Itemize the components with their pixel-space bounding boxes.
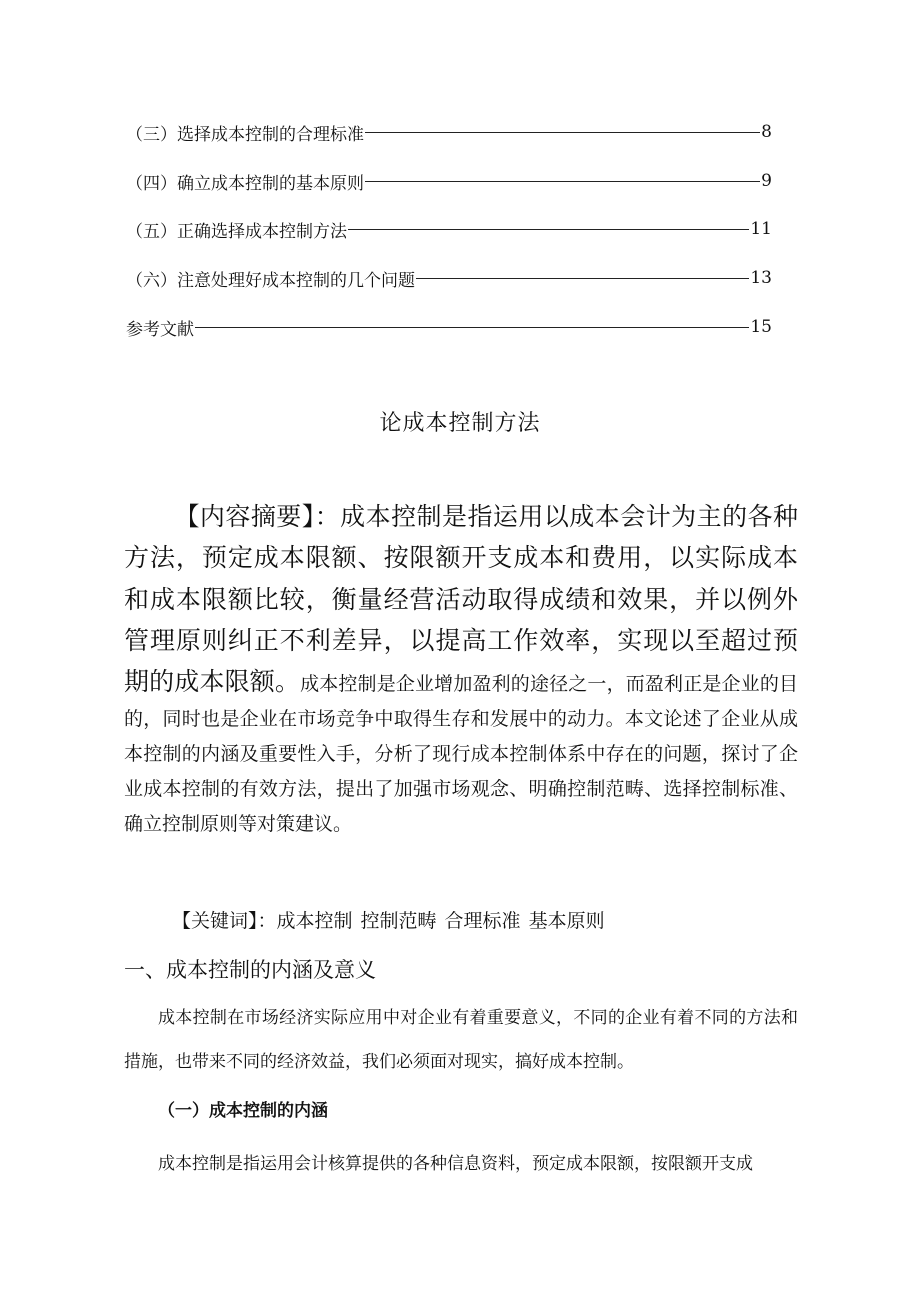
toc-entry[interactable]: [126, 167, 772, 195]
toc-leader-line: [416, 278, 749, 279]
toc-page-number: 8: [761, 122, 772, 142]
subsection-heading: （一）成本控制的内涵: [158, 1101, 328, 1121]
toc-entry-label: 参考文献: [126, 319, 194, 340]
toc-entry-label: （四）确立成本控制的基本原则: [126, 173, 364, 194]
toc-page-number: 15: [750, 317, 772, 337]
section-heading: 一、成本控制的内涵及意义: [124, 958, 376, 982]
keyword: 控制范畴: [360, 910, 437, 932]
toc-leader-line: [365, 181, 760, 182]
abstract-rest-text: 成本控制是企业增加盈利的途径之一，而盈利正是企业的目的，同时也是企业在市场竞争中取得生存和发展中的动力。本文论述了企业从成本控制的内涵及重要性入手，分析了现行成本控制体系中存在的问题，探讨了企业成本控制的有效方法，提出了加强市场观念、明确控制范畴、选择控制标准、确立控制原则等对策建议。: [124, 673, 798, 836]
document-title: 论成本控制方法: [379, 411, 541, 436]
body-paragraph: 成本控制是指运用会计核算提供的各种信息资料，预定成本限额，按限额开支成: [158, 1154, 753, 1174]
toc-leader-line: [195, 327, 749, 328]
toc-page-number: 11: [750, 219, 772, 239]
toc-leader-line: [348, 229, 749, 230]
toc-entry-label: （五）正确选择成本控制方法: [126, 221, 347, 242]
keyword: 成本控制: [276, 910, 353, 932]
keywords-label: 【关键词】：: [172, 910, 277, 932]
abstract-paragraph: [124, 496, 798, 842]
body-paragraph: 成本控制在市场经济实际应用中对企业有着重要意义，不同的企业有着不同的方法和措施，也带来不同的经济效益，我们必须面对现实，搞好成本控制。: [124, 1008, 798, 1072]
keyword: 基本原则: [528, 910, 605, 932]
toc-leader-line: [365, 132, 760, 133]
toc-entry[interactable]: [126, 118, 772, 146]
toc-page-number: 13: [750, 268, 772, 288]
toc-page-number: 9: [761, 171, 772, 191]
toc-entry[interactable]: [126, 215, 772, 243]
keywords-line: [172, 906, 613, 933]
toc-entry[interactable]: [126, 264, 772, 292]
toc-entry[interactable]: [126, 313, 772, 341]
toc-entry-label: （六）注意处理好成本控制的几个问题: [126, 270, 415, 291]
keyword: 合理标准: [444, 910, 521, 932]
toc-entry-label: （三）选择成本控制的合理标准: [126, 124, 364, 145]
abstract-lead-text: 【内容摘要】：成本控制是指运用以成本会计为主的各种方法，预定成本限额、按限额开支成本和费用，以实际成本和成本限额比较，衡量经营活动取得成绩和效果，并以例外管理原则纠正不利差异，以提高工作效率，实现以至超过预期的成本限额。: [124, 502, 798, 697]
